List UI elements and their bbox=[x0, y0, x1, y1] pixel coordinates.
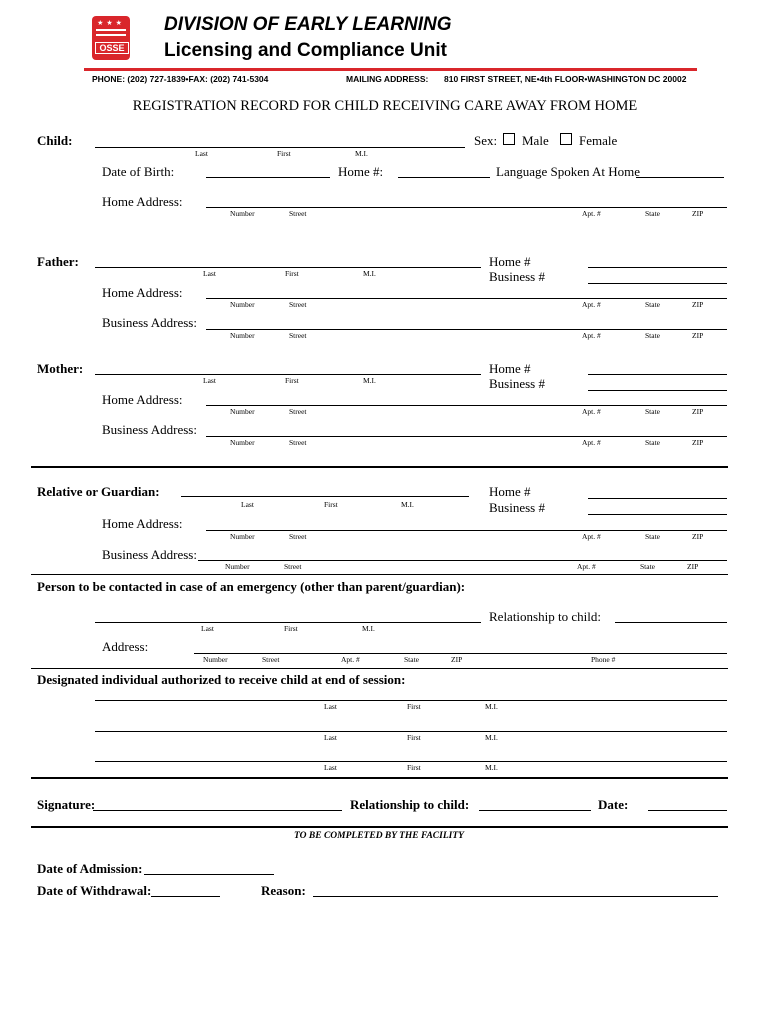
child-language-label: Language Spoken At Home bbox=[496, 164, 641, 179]
father-home-address-label: Home Address: bbox=[102, 285, 183, 300]
zip-sublabel: ZIP bbox=[451, 655, 463, 664]
guardian-business-num-field[interactable] bbox=[588, 514, 727, 515]
father-home-num-field[interactable] bbox=[588, 267, 727, 268]
state-sublabel: State bbox=[645, 300, 660, 309]
sex-label: Sex: bbox=[474, 133, 498, 148]
father-business-address-field[interactable] bbox=[206, 329, 727, 330]
child-first-sublabel: First bbox=[277, 149, 291, 158]
last-sublabel: Last bbox=[241, 500, 254, 509]
mi-sublabel: M.I. bbox=[363, 376, 376, 385]
guardian-home-address-field[interactable] bbox=[206, 530, 727, 531]
child-dob-label: Date of Birth: bbox=[102, 164, 175, 179]
state-sublabel: State bbox=[640, 562, 655, 571]
mother-home-num-field[interactable] bbox=[588, 374, 727, 375]
zip-sublabel: ZIP bbox=[692, 532, 704, 541]
zip-sublabel: ZIP bbox=[692, 300, 704, 309]
mother-label: Mother: bbox=[37, 361, 84, 376]
guardian-business-address-field[interactable] bbox=[198, 560, 727, 561]
last-sublabel: Last bbox=[203, 269, 216, 278]
apt-sublabel: Apt. # bbox=[582, 331, 601, 340]
father-business-num-field[interactable] bbox=[588, 283, 727, 284]
state-sublabel: State bbox=[645, 331, 660, 340]
reason-label: Reason: bbox=[261, 883, 306, 898]
street-sublabel: Street bbox=[289, 438, 307, 447]
last-sublabel: Last bbox=[324, 733, 337, 742]
street-sublabel: Street bbox=[289, 532, 307, 541]
guardian-home-address-label: Home Address: bbox=[102, 516, 183, 531]
section-divider-thin bbox=[31, 574, 728, 575]
section-divider bbox=[31, 826, 728, 828]
child-home-num-field[interactable] bbox=[398, 177, 490, 178]
father-label: Father: bbox=[37, 254, 79, 269]
father-home-address-field[interactable] bbox=[206, 298, 727, 299]
first-sublabel: First bbox=[285, 269, 299, 278]
mother-name-field[interactable] bbox=[95, 374, 481, 375]
sex-female-checkbox[interactable] bbox=[560, 133, 572, 145]
zip-sublabel: ZIP bbox=[692, 438, 704, 447]
street-sublabel: Street bbox=[289, 331, 307, 340]
designated-heading: Designated individual authorized to receive child at end of session: bbox=[37, 672, 406, 687]
first-sublabel: First bbox=[285, 376, 299, 385]
street-sublabel: Street bbox=[284, 562, 302, 571]
child-dob-field[interactable] bbox=[206, 177, 330, 178]
facility-heading: TO BE COMPLETED BY THE FACILITY bbox=[294, 831, 464, 841]
apt-sublabel: Apt. # bbox=[582, 407, 601, 416]
mi-sublabel: M.I. bbox=[485, 763, 498, 772]
designated-name-field-1[interactable] bbox=[95, 700, 727, 701]
logo-stars: ★★★ bbox=[97, 19, 125, 27]
designated-name-field-3[interactable] bbox=[95, 761, 727, 762]
section-divider bbox=[31, 777, 728, 779]
apt-sublabel: Apt. # bbox=[577, 562, 596, 571]
number-sublabel: Number bbox=[230, 209, 255, 218]
child-home-num-label: Home #: bbox=[338, 164, 384, 179]
header-red-rule bbox=[84, 68, 697, 71]
mi-sublabel: M.I. bbox=[401, 500, 414, 509]
section-divider bbox=[31, 466, 728, 468]
child-last-sublabel: Last bbox=[195, 149, 208, 158]
street-sublabel: Street bbox=[289, 300, 307, 309]
apt-sublabel: Apt. # bbox=[341, 655, 360, 664]
street-sublabel: Street bbox=[289, 209, 307, 218]
header-subtitle: Licensing and Compliance Unit bbox=[164, 40, 447, 61]
sex-male-checkbox[interactable] bbox=[503, 133, 515, 145]
header-mailing-address: 810 FIRST STREET, NE•4th FLOOR•WASHINGTON DC 20002 bbox=[444, 74, 687, 84]
number-sublabel: Number bbox=[203, 655, 228, 664]
state-sublabel: State bbox=[645, 438, 660, 447]
father-name-field[interactable] bbox=[95, 267, 481, 268]
guardian-label: Relative or Guardian: bbox=[37, 484, 160, 499]
apt-sublabel: Apt. # bbox=[582, 300, 601, 309]
mother-business-address-field[interactable] bbox=[206, 436, 727, 437]
first-sublabel: First bbox=[284, 624, 298, 633]
signature-field[interactable] bbox=[93, 810, 342, 811]
state-sublabel: State bbox=[645, 209, 660, 218]
child-home-address-label: Home Address: bbox=[102, 194, 183, 209]
father-business-address-label: Business Address: bbox=[102, 315, 197, 330]
guardian-business-address-label: Business Address: bbox=[102, 547, 197, 562]
guardian-business-num-label: Business # bbox=[489, 500, 545, 515]
last-sublabel: Last bbox=[201, 624, 214, 633]
state-sublabel: State bbox=[645, 532, 660, 541]
father-home-num-label: Home # bbox=[489, 254, 531, 269]
osse-logo bbox=[92, 16, 130, 60]
signature-relationship-label: Relationship to child: bbox=[350, 797, 470, 812]
emergency-heading: Person to be contacted in case of an emergency (other than parent/guardian): bbox=[37, 579, 466, 594]
mother-home-address-label: Home Address: bbox=[102, 392, 183, 407]
street-sublabel: Street bbox=[289, 407, 307, 416]
mother-home-address-field[interactable] bbox=[206, 405, 727, 406]
mother-business-address-label: Business Address: bbox=[102, 422, 197, 437]
first-sublabel: First bbox=[407, 702, 421, 711]
signature-date-field[interactable] bbox=[648, 810, 727, 811]
zip-sublabel: ZIP bbox=[692, 209, 704, 218]
father-business-num-label: Business # bbox=[489, 269, 545, 284]
signature-label: Signature: bbox=[37, 797, 96, 812]
emergency-relationship-field[interactable] bbox=[615, 622, 727, 623]
signature-relationship-field[interactable] bbox=[479, 810, 591, 811]
last-sublabel: Last bbox=[203, 376, 216, 385]
last-sublabel: Last bbox=[324, 763, 337, 772]
child-language-field[interactable] bbox=[636, 177, 724, 178]
phone-sublabel: Phone # bbox=[591, 655, 616, 664]
mi-sublabel: M.I. bbox=[485, 702, 498, 711]
emergency-address-field[interactable] bbox=[194, 653, 727, 654]
sex-male-label: Male bbox=[522, 133, 549, 148]
state-sublabel: State bbox=[645, 407, 660, 416]
mother-business-num-label: Business # bbox=[489, 376, 545, 391]
first-sublabel: First bbox=[407, 733, 421, 742]
mother-business-num-field[interactable] bbox=[588, 390, 727, 391]
header-title: DIVISION OF EARLY LEARNING bbox=[164, 14, 452, 35]
form-title: REGISTRATION RECORD FOR CHILD RECEIVING CARE AWAY FROM HOME bbox=[132, 98, 638, 114]
street-sublabel: Street bbox=[262, 655, 280, 664]
withdrawal-label: Date of Withdrawal: bbox=[37, 883, 152, 898]
guardian-home-num-field[interactable] bbox=[588, 498, 727, 499]
child-name-field[interactable] bbox=[95, 147, 465, 148]
number-sublabel: Number bbox=[225, 562, 250, 571]
zip-sublabel: ZIP bbox=[687, 562, 699, 571]
mi-sublabel: M.I. bbox=[362, 624, 375, 633]
mother-home-num-label: Home # bbox=[489, 361, 531, 376]
last-sublabel: Last bbox=[324, 702, 337, 711]
reason-field[interactable] bbox=[313, 896, 718, 897]
section-divider-thin bbox=[31, 668, 728, 669]
guardian-name-field[interactable] bbox=[181, 496, 469, 497]
header-phone-fax: PHONE: (202) 727-1839•FAX: (202) 741-5304 bbox=[92, 74, 269, 84]
child-label: Child: bbox=[37, 133, 73, 148]
number-sublabel: Number bbox=[230, 532, 255, 541]
state-sublabel: State bbox=[404, 655, 419, 664]
apt-sublabel: Apt. # bbox=[582, 209, 601, 218]
signature-date-label: Date: bbox=[598, 797, 629, 812]
first-sublabel: First bbox=[324, 500, 338, 509]
emergency-name-field[interactable] bbox=[95, 622, 481, 623]
designated-name-field-2[interactable] bbox=[95, 731, 727, 732]
sex-female-label: Female bbox=[579, 133, 618, 148]
emergency-address-label: Address: bbox=[102, 639, 149, 654]
apt-sublabel: Apt. # bbox=[582, 532, 601, 541]
mi-sublabel: M.I. bbox=[363, 269, 376, 278]
admission-date-field[interactable] bbox=[144, 874, 274, 875]
logo-text: OSSE bbox=[95, 42, 129, 54]
number-sublabel: Number bbox=[230, 407, 255, 416]
header-mailing-label: MAILING ADDRESS: bbox=[346, 74, 429, 84]
child-home-address-field[interactable] bbox=[206, 207, 727, 208]
admission-label: Date of Admission: bbox=[37, 861, 143, 876]
first-sublabel: First bbox=[407, 763, 421, 772]
guardian-home-num-label: Home # bbox=[489, 484, 531, 499]
number-sublabel: Number bbox=[230, 331, 255, 340]
number-sublabel: Number bbox=[230, 300, 255, 309]
withdrawal-date-field[interactable] bbox=[151, 896, 220, 897]
emergency-relationship-label: Relationship to child: bbox=[489, 609, 601, 624]
mi-sublabel: M.I. bbox=[485, 733, 498, 742]
zip-sublabel: ZIP bbox=[692, 331, 704, 340]
apt-sublabel: Apt. # bbox=[582, 438, 601, 447]
zip-sublabel: ZIP bbox=[692, 407, 704, 416]
number-sublabel: Number bbox=[230, 438, 255, 447]
child-mi-sublabel: M.I. bbox=[355, 149, 368, 158]
